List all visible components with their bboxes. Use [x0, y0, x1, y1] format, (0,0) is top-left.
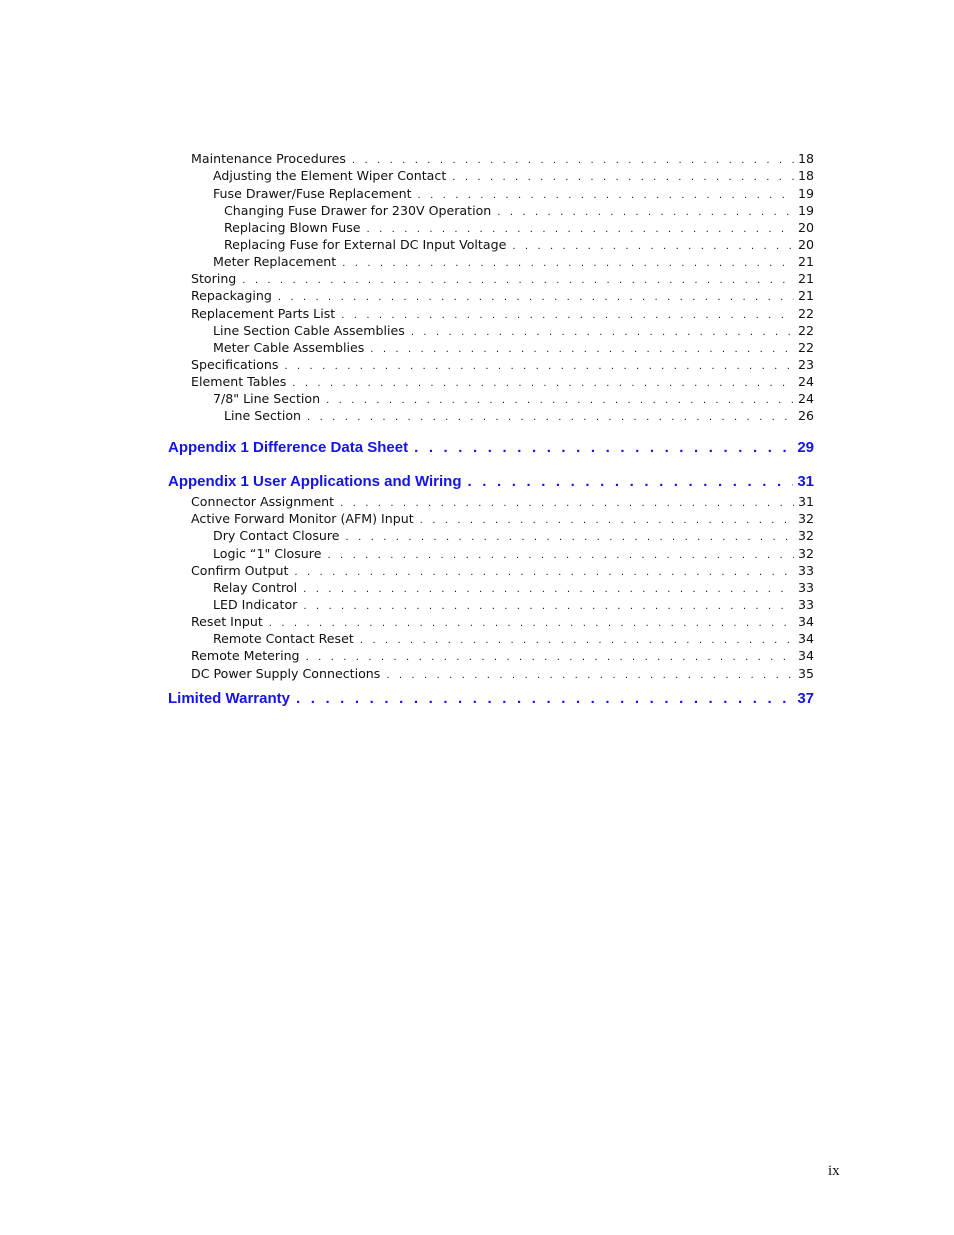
- toc-entry-reset-input[interactable]: Reset Input . . . 34: [191, 613, 814, 630]
- toc-entry-storing[interactable]: Storing . . . 21: [191, 270, 814, 287]
- dot-leader: [306, 649, 794, 664]
- page-number: ix: [828, 1163, 840, 1179]
- toc-entry-repackaging[interactable]: Repackaging . . . 21: [191, 287, 814, 304]
- toc-entry-replacement-parts[interactable]: Replacement Parts List . . . 22: [191, 305, 814, 322]
- dot-leader: [278, 289, 794, 304]
- toc-section-appendix-user-applications[interactable]: Appendix 1 User Applications and Wiring . . . 31: [168, 472, 814, 492]
- toc-entry-meter-cable[interactable]: Meter Cable Assemblies . . . 22: [213, 339, 814, 356]
- dot-leader: [341, 307, 794, 322]
- toc-entry-led-indicator[interactable]: LED Indicator . . . 33: [213, 596, 814, 613]
- dot-leader: [296, 689, 793, 709]
- toc-entry-dry-contact-closure[interactable]: Dry Contact Closure . . . 32: [213, 527, 814, 544]
- dot-leader: [370, 341, 794, 356]
- dot-leader: [452, 169, 794, 184]
- dot-leader: [360, 632, 794, 647]
- dot-leader: [292, 375, 794, 390]
- dot-leader: [352, 152, 794, 167]
- dot-leader: [269, 615, 794, 630]
- toc-entry-maintenance-procedures[interactable]: Maintenance Procedures . . . 18: [191, 150, 814, 167]
- toc-entry-specifications[interactable]: Specifications . . . 23: [191, 356, 814, 373]
- dot-leader: [386, 667, 794, 682]
- dot-leader: [468, 472, 794, 492]
- dot-leader: [242, 272, 794, 287]
- dot-leader: [326, 392, 794, 407]
- toc-entry-dc-power-supply[interactable]: DC Power Supply Connections . . . 35: [191, 665, 814, 682]
- dot-leader: [367, 221, 794, 236]
- toc-entry-replacing-blown-fuse[interactable]: Replacing Blown Fuse . . . 20: [224, 219, 814, 236]
- toc-entry-confirm-output[interactable]: Confirm Output . . . 33: [191, 562, 814, 579]
- toc-section-limited-warranty[interactable]: Limited Warranty . . . 37: [168, 689, 814, 709]
- toc-entry-element-tables[interactable]: Element Tables . . . 24: [191, 373, 814, 390]
- toc-entry-relay-control[interactable]: Relay Control . . . 33: [213, 579, 814, 596]
- toc-entry-adjusting-wiper[interactable]: Adjusting the Element Wiper Contact . . . 18: [213, 167, 814, 184]
- toc-section-appendix-difference-data-sheet[interactable]: Appendix 1 Difference Data Sheet . . . 29: [168, 438, 814, 458]
- toc-entry-meter-replacement[interactable]: Meter Replacement . . . 21: [213, 253, 814, 270]
- toc-entry-afm-input[interactable]: Active Forward Monitor (AFM) Input . . . 32: [191, 510, 814, 527]
- toc-entry-remote-metering[interactable]: Remote Metering . . . 34: [191, 647, 814, 664]
- dot-leader: [303, 581, 794, 596]
- dot-leader: [346, 529, 794, 544]
- dot-leader: [294, 564, 794, 579]
- toc-entry-replacing-fuse-dc[interactable]: Replacing Fuse for External DC Input Voltage . . . 20: [224, 236, 814, 253]
- toc-entry-line-section[interactable]: Line Section . . . 26: [224, 407, 814, 424]
- dot-leader: [307, 409, 794, 424]
- dot-leader: [303, 598, 794, 613]
- dot-leader: [284, 358, 794, 373]
- dot-leader: [342, 255, 794, 270]
- dot-leader: [420, 512, 794, 527]
- toc-entry-fuse-drawer[interactable]: Fuse Drawer/Fuse Replacement . . . 19: [213, 185, 814, 202]
- dot-leader: [411, 324, 794, 339]
- toc-entry-connector-assignment[interactable]: Connector Assignment . . . 31: [191, 493, 814, 510]
- dot-leader: [340, 495, 794, 510]
- dot-leader: [414, 438, 793, 458]
- dot-leader: [327, 547, 794, 562]
- toc-entry-remote-contact-reset[interactable]: Remote Contact Reset . . . 34: [213, 630, 814, 647]
- toc-entry-line-section-cable[interactable]: Line Section Cable Assemblies . . . 22: [213, 322, 814, 339]
- dot-leader: [497, 204, 794, 219]
- dot-leader: [512, 238, 794, 253]
- dot-leader: [418, 187, 794, 202]
- toc-entry-7-8-line-section[interactable]: 7/8" Line Section . . . 24: [213, 390, 814, 407]
- toc-entry-logic-1-closure[interactable]: Logic “1" Closure . . . 32: [213, 545, 814, 562]
- toc-entry-changing-fuse-drawer[interactable]: Changing Fuse Drawer for 230V Operation . . . 19: [224, 202, 814, 219]
